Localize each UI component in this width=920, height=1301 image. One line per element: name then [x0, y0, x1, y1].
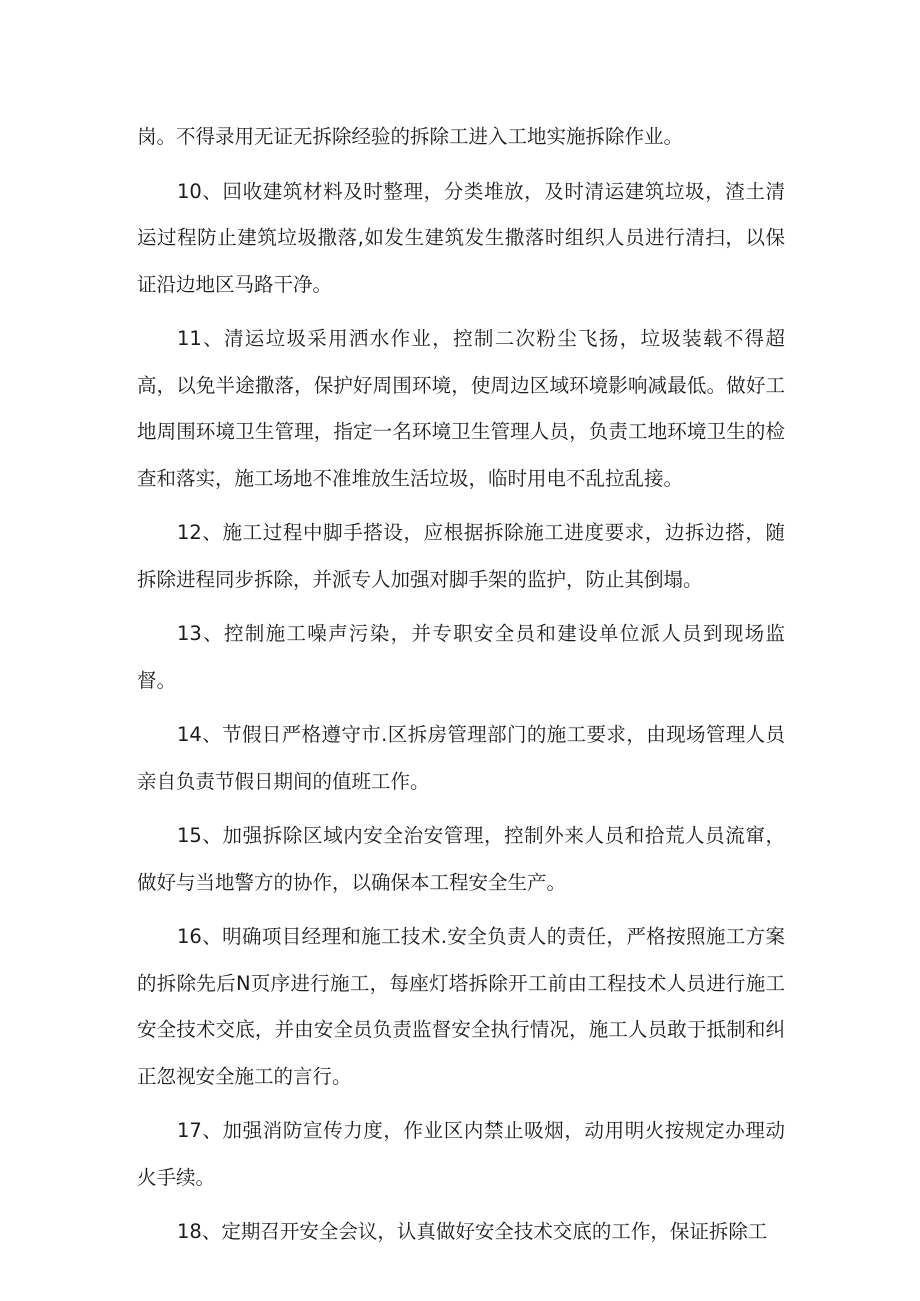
- paragraph-item-11: 11、清运垃圾采用洒水作业，控制二次粉尘飞扬，垃圾装载不得超高，以免半途撒落，保护好周围环境，使周边区域环境影响减最低。做好工地周围环境卫生管理，指定一名环境卫生管理人员，负责工地环境卫生的检查和落实，施工场地不准堆放生活垃圾，临时用电不乱拉乱接。: [137, 327, 785, 490]
- paragraph-item-10: 10、回收建筑材料及时整理，分类堆放，及时清运建筑垃圾，渣土清运过程防止建筑垃圾撒落,如发生建筑发生撒落时组织人员进行清扫，以保证沿边地区马路干净。: [137, 179, 785, 296]
- paragraph-item-13: 13、控制施工噪声污染，并专职安全员和建设单位派人员到现场监督。: [137, 622, 785, 692]
- paragraph-continuation: 岗。不得录用无证无拆除经验的拆除工进入工地实施拆除作业。: [137, 125, 684, 148]
- paragraph-item-16: 16、明确项目经理和施工技术.安全负责人的责任，严格按照施工方案的拆除先后N页序进行施工，每座灯塔拆除开工前由工程技术人员进行施工安全技术交底，并由安全员负责监督安全执行情况，施工人员敢于抵制和纠正忽视安全施工的言行。: [137, 925, 785, 1088]
- paragraph-item-12: 12、施工过程中脚手搭设，应根据拆除施工进度要求，边拆边搭，随拆除进程同步拆除，并派专人加强对脚手架的监护，防止其倒塌。: [137, 521, 785, 591]
- paragraph-item-17: 17、加强消防宣传力度，作业区内禁止吸烟，动用明火按规定办理动火手续。: [137, 1119, 785, 1189]
- paragraph-item-15: 15、加强拆除区域内安全治安管理，控制外来人员和拾荒人员流窜，做好与当地警方的协作，以确保本工程安全生产。: [137, 824, 785, 894]
- document-body: [137, 114, 785, 1264]
- paragraph-item-14: 14、节假日严格遵守市.区拆房管理部门的施工要求，由现场管理人员亲自负责节假日期间的值班工作。: [137, 723, 785, 793]
- paragraph-item-18: 18、定期召开安全会议，认真做好安全技术交底的工作，保证拆除工: [177, 1220, 768, 1243]
